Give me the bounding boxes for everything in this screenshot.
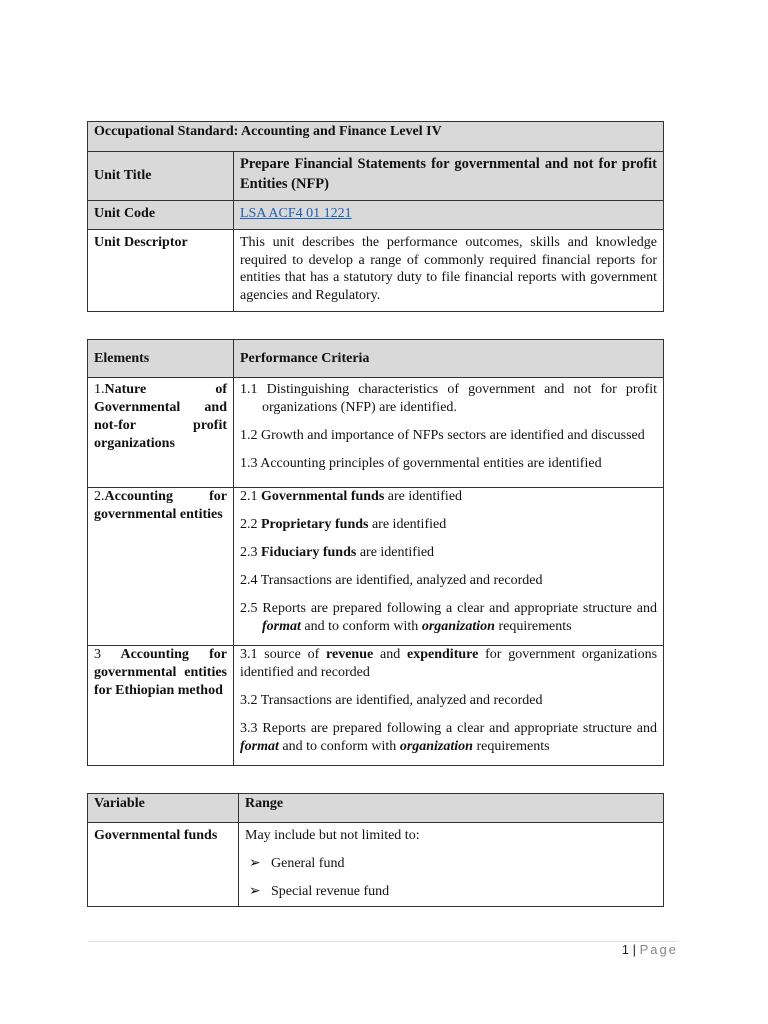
footer-rule bbox=[88, 941, 678, 942]
variable-header: Variable bbox=[88, 794, 239, 823]
arrow-bullet-icon: ➢ bbox=[249, 856, 261, 871]
criteria-header: Performance Criteria bbox=[234, 340, 664, 378]
range-row bbox=[88, 823, 664, 907]
element-number: 1. bbox=[94, 382, 105, 397]
element-title: Nature of Governmental and not-for profit organizations bbox=[94, 382, 227, 451]
criterion-text: requirements bbox=[498, 619, 572, 634]
unit-code-link[interactable]: LSA ACF4 01 1221 bbox=[240, 206, 352, 221]
criterion-text: and bbox=[380, 647, 401, 662]
criterion-term: revenue bbox=[326, 647, 374, 662]
range-item bbox=[245, 855, 657, 873]
unit-code-cell bbox=[234, 201, 664, 230]
unit-title-label: Unit Title bbox=[88, 152, 234, 201]
unit-descriptor-value: This unit describes the performance outcomes, skills and knowledge required to develop a range of commonly required financial reports for entities that has a statutory duty to file financial reports with government agencies and Regulatory. bbox=[234, 230, 664, 312]
element-number: 2. bbox=[94, 489, 105, 504]
standard-heading: Occupational Standard: Accounting and Finance Level IV bbox=[88, 122, 664, 152]
arrow-bullet-icon: ➢ bbox=[249, 884, 261, 899]
unit-title-row bbox=[88, 152, 664, 201]
criterion-text: Reports are prepared following a clear and appropriate structure and bbox=[262, 721, 658, 736]
criterion bbox=[240, 427, 657, 445]
criterion-text: requirements bbox=[476, 739, 550, 754]
criterion bbox=[240, 600, 657, 636]
element-row bbox=[88, 488, 664, 646]
criterion-text: Growth and importance of NFPs sectors are identified and discussed bbox=[261, 428, 645, 443]
criterion bbox=[240, 646, 657, 682]
element-title: Accounting for governmental entities bbox=[94, 489, 227, 522]
elements-header: Elements bbox=[88, 340, 234, 378]
range-header: Range bbox=[239, 794, 664, 823]
criterion-number: 2.3 bbox=[240, 545, 258, 560]
criterion-text: source of bbox=[264, 647, 320, 662]
criterion-text: are identified bbox=[359, 545, 435, 560]
unit-descriptor-row bbox=[88, 230, 664, 312]
criterion-text: Transactions are identified, analyzed and recorded bbox=[260, 573, 543, 588]
criterion-number: 3.3 bbox=[240, 721, 258, 736]
unit-code-label: Unit Code bbox=[88, 201, 234, 230]
criterion bbox=[240, 516, 657, 534]
criterion-number: 2.1 bbox=[240, 489, 258, 504]
criterion bbox=[240, 381, 657, 417]
range-item-text: General fund bbox=[271, 856, 345, 871]
criterion-text: Transactions are identified, analyzed and recorded bbox=[260, 693, 543, 708]
range-table bbox=[87, 793, 664, 907]
criterion-text: Reports are prepared following a clear and appropriate structure and bbox=[262, 601, 658, 616]
criterion-number: 2.4 bbox=[240, 573, 258, 588]
range-intro: May include but not limited to: bbox=[245, 828, 420, 843]
element-row bbox=[88, 378, 664, 488]
elements-table bbox=[87, 339, 664, 766]
criterion bbox=[240, 488, 657, 506]
range-cell bbox=[239, 823, 664, 907]
unit-title-value: Prepare Financial Statements for governmental and not for profit Entities (NFP) bbox=[234, 152, 664, 201]
unit-code-row bbox=[88, 201, 664, 230]
criterion-term: expenditure bbox=[407, 647, 479, 662]
criterion-text: are identified bbox=[371, 517, 447, 532]
element-cell bbox=[88, 488, 234, 646]
criterion-emphasis: organization bbox=[399, 739, 473, 754]
criterion-number: 1.2 bbox=[240, 428, 258, 443]
criterion bbox=[240, 455, 657, 473]
criterion-term: Fiduciary funds bbox=[261, 545, 357, 560]
criteria-cell bbox=[234, 378, 664, 488]
criterion-number: 3.1 bbox=[240, 647, 258, 662]
range-item-text: Special revenue fund bbox=[271, 884, 390, 899]
standard-heading-row bbox=[88, 122, 664, 152]
criterion-number: 1.3 bbox=[240, 456, 258, 471]
criteria-cell bbox=[234, 646, 664, 766]
elements-header-row bbox=[88, 340, 664, 378]
criteria-cell bbox=[234, 488, 664, 646]
element-cell bbox=[88, 646, 234, 766]
criterion-text: and to conform with bbox=[282, 739, 397, 754]
criterion-number: 2.5 bbox=[240, 601, 258, 616]
criterion bbox=[240, 572, 657, 590]
criterion-text: are identified bbox=[387, 489, 463, 504]
criterion-number: 1.1 bbox=[240, 382, 258, 397]
criterion bbox=[240, 692, 657, 710]
criterion-number: 3.2 bbox=[240, 693, 258, 708]
page-number: 1 bbox=[621, 942, 629, 957]
range-item bbox=[245, 883, 657, 901]
criterion-emphasis: format bbox=[262, 619, 301, 634]
unit-descriptor-label: Unit Descriptor bbox=[88, 230, 234, 312]
criterion-number: 2.2 bbox=[240, 517, 258, 532]
element-title: Accounting for governmental entities for Ethiopian method bbox=[94, 647, 227, 698]
criterion-term: Governmental funds bbox=[261, 489, 385, 504]
criterion bbox=[240, 720, 657, 756]
element-cell bbox=[88, 378, 234, 488]
criterion-emphasis: format bbox=[240, 739, 279, 754]
criterion-emphasis: organization bbox=[421, 619, 495, 634]
criterion-text: and to conform with bbox=[304, 619, 419, 634]
page-footer bbox=[622, 942, 678, 957]
criterion-term: Proprietary funds bbox=[261, 517, 369, 532]
element-row bbox=[88, 646, 664, 766]
criterion-text: Accounting principles of governmental entities are identified bbox=[260, 456, 602, 471]
page-word: Page bbox=[639, 942, 678, 957]
criterion-text: for government organizations identified and recorded bbox=[240, 647, 658, 680]
page-separator: | bbox=[632, 942, 636, 957]
criterion bbox=[240, 544, 657, 562]
criterion-text: Distinguishing characteristics of government and not for profit organizations (NFP) are identified. bbox=[262, 382, 657, 415]
range-header-row bbox=[88, 794, 664, 823]
unit-info-table bbox=[87, 121, 664, 312]
variable-cell: Governmental funds bbox=[88, 823, 239, 907]
element-number: 3 bbox=[94, 647, 101, 662]
